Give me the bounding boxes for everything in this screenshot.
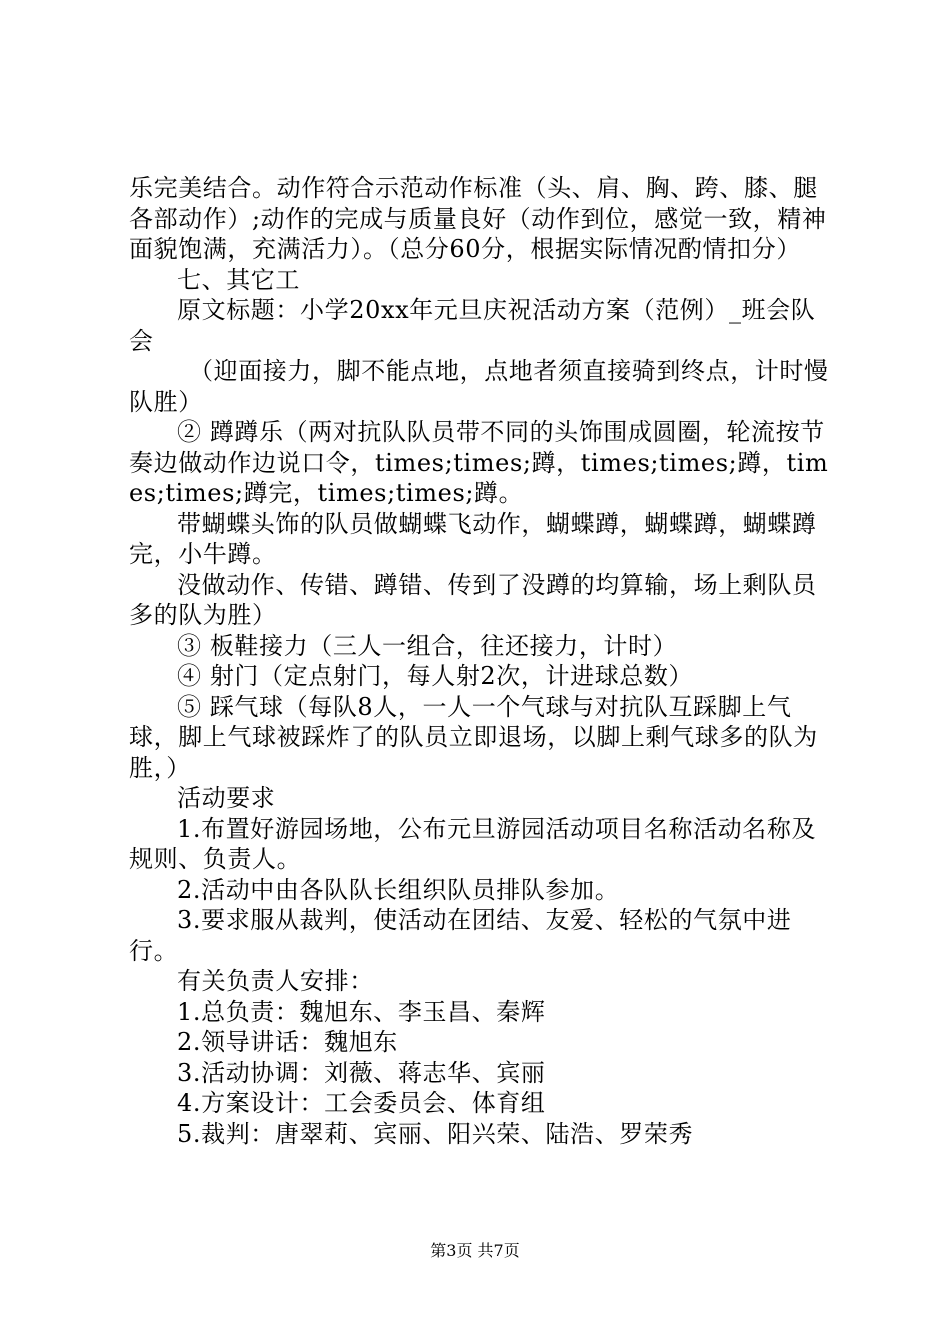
page-number: 第3页 共7页 [430, 1241, 520, 1260]
paragraph-balloon: ⑤ 踩气球（每队8人，一人一个气球与对抗队互踩脚上气球，脚上气球被踩炸了的队员立即退场，以脚上剩气球多的队为胜，） [129, 692, 818, 782]
paragraph-person-1: 1.总负责：魏旭东、李玉昌、秦辉 [177, 997, 546, 1026]
paragraph-original-title: 原文标题：小学20xx年元旦庆祝活动方案（范例）_班会队会 [129, 296, 816, 355]
paragraph-requirement-2: 2.活动中由各队队长组织队员排队参加。 [177, 875, 620, 904]
paragraph-board-shoe-relay: ③ 板鞋接力（三人一组合，往还接力，计时） [177, 631, 678, 660]
paragraph-squat-game: ② 蹲蹲乐（两对抗队队员带不同的头饰围成圆圈，轮流按节奏边做动作边说口令，times;times;蹲，times;times;蹲，times;times;蹲完，times;times;蹲。 [129, 418, 829, 507]
paragraph-relay-rule: （迎面接力，脚不能点地，点地者须直接骑到终点，计时慢队胜） [129, 357, 829, 416]
paragraph-person-2: 2.领导讲话：魏旭东 [177, 1028, 398, 1056]
paragraph-other-work: 七、其它工 [177, 265, 300, 294]
paragraph-person-3: 3.活动协调：刘薇、蒋志华、宾丽 [177, 1058, 546, 1087]
paragraph-person-4: 4.方案设计：工会委员会、体育组 [177, 1089, 546, 1117]
heading-responsible-persons: 有关负责人安排： [177, 967, 374, 995]
paragraph-requirement-3: 3.要求服从裁判，使活动在团结、友爱、轻松的气氛中进行。 [129, 906, 792, 965]
document-body [129, 173, 839, 1149]
page-footer [0, 1241, 950, 1261]
paragraph-scoring-criteria: 乐完美结合。动作符合示范动作标准（头、肩、胸、跨、膝、腿各部动作）;动作的完成与质量良好（动作到位，感觉一致，精神面貌饱满，充满活力）。（总分60分，根据实际情况酌情扣分） [129, 174, 827, 263]
paragraph-butterfly: 带蝴蝶头饰的队员做蝴蝶飞动作，蝴蝶蹲，蝴蝶蹲，蝴蝶蹲完，小牛蹲。 [129, 509, 817, 568]
paragraph-requirement-1: 1.布置好游园场地，公布元旦游园活动项目名称活动名称及规则、负责人。 [129, 814, 817, 873]
paragraph-person-5: 5.裁判：唐翠莉、宾丽、阳兴荣、陆浩、罗荣秀 [177, 1119, 694, 1148]
paragraph-squat-rule: 没做动作、传错、蹲错、传到了没蹲的均算输，场上剩队员多的队为胜） [129, 570, 817, 629]
paragraph-shooting: ④ 射门（定点射门，每人射2次，计进球总数） [177, 662, 694, 690]
heading-activity-requirements: 活动要求 [177, 784, 276, 812]
